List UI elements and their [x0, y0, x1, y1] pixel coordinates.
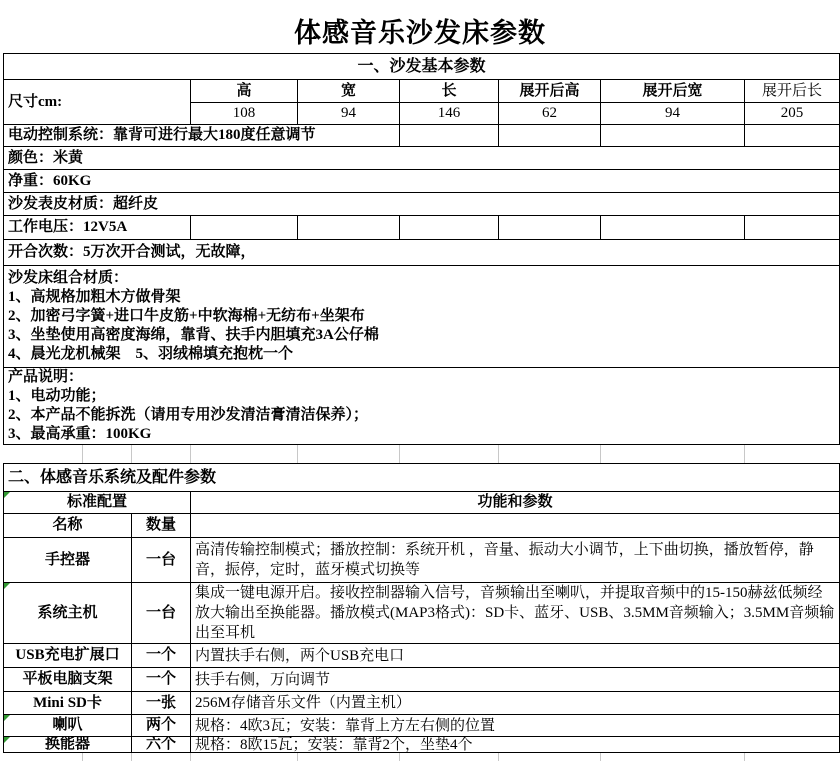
accessory-row — [4, 715, 839, 737]
qty-header-cell[interactable]: 数量 — [132, 514, 191, 537]
accessory-qty[interactable]: 一台 — [132, 538, 191, 582]
grid-spacer — [3, 445, 838, 463]
grid-line — [744, 753, 745, 761]
section2-header-cell[interactable]: 二、体感音乐系统及配件参数 — [8, 469, 217, 486]
accessory-name-label: 换能器 — [44, 737, 90, 752]
open-close-cycles-row — [4, 240, 839, 266]
grid-line — [399, 753, 400, 761]
accessory-name[interactable]: USB充电扩展口 — [4, 644, 132, 667]
accessory-qty[interactable]: 一个 — [132, 668, 191, 691]
grid-line — [600, 445, 601, 463]
accessory-desc[interactable]: 集成一键电源开启。接收控制器输入信号，音频输出至喇叭，并提取音频中的15-150赫兹低频经放大输出至换能器。播放模式(MAP3格式)：SD卡、蓝牙、USB、3.5MM音频输入；3.5MM音频输出至耳机 — [195, 585, 835, 641]
accessory-row — [4, 644, 839, 668]
dim-value[interactable]: 108 — [191, 103, 298, 124]
params-header-cell[interactable]: 功能和参数 — [477, 494, 553, 510]
net-weight-row — [4, 170, 839, 193]
dimensions-row — [4, 80, 839, 125]
error-indicator-icon — [4, 715, 10, 721]
accessory-row — [4, 583, 839, 644]
empty-cell[interactable] — [499, 125, 601, 146]
standard-config-cell[interactable] — [4, 492, 191, 513]
accessory-row — [4, 737, 839, 753]
section2-header-row — [4, 464, 839, 492]
control-system-cell[interactable]: 电动控制系统：靠背可进行最大180度任意调节 — [4, 125, 400, 146]
dim-value[interactable]: 205 — [780, 105, 804, 121]
grid-line — [600, 753, 601, 761]
accessory-row — [4, 538, 839, 583]
accessory-row — [4, 692, 839, 715]
materials-line: 4、晨光龙机械架 5、羽绒棉填充抱枕一个 — [8, 346, 294, 362]
color-row — [4, 147, 839, 170]
page-title: 体感音乐沙发床参数 — [294, 18, 546, 48]
accessory-name-label: 喇叭 — [52, 717, 83, 733]
grid-line — [297, 445, 298, 463]
voltage-row — [4, 216, 839, 240]
dim-col-header[interactable]: 高 — [191, 80, 298, 102]
name-qty-header-row — [4, 514, 839, 538]
name-header-cell[interactable]: 名称 — [4, 514, 132, 537]
error-indicator-icon — [4, 583, 10, 589]
accessory-qty[interactable]: 两个 — [132, 715, 191, 736]
grid-line — [399, 445, 400, 463]
accessory-desc[interactable]: 扶手右侧，万向调节 — [195, 671, 331, 688]
error-indicator-icon — [4, 492, 10, 498]
materials-line: 1、高规格加粗木方做骨架 — [8, 289, 181, 305]
accessory-desc[interactable]: 内置扶手右侧，两个USB充电口 — [195, 647, 405, 664]
materials-line: 3、坐垫使用高密度海绵，靠背、扶手内胆填充3A公仔棉 — [8, 327, 379, 343]
grid-line — [190, 753, 191, 761]
grid-line — [498, 753, 499, 761]
empty-cell[interactable] — [601, 216, 745, 239]
surface-material-row — [4, 193, 839, 216]
product-notes-cell[interactable] — [4, 368, 839, 444]
accessory-name[interactable]: 手控器 — [4, 538, 132, 582]
dim-col-header[interactable]: 展开后高 — [499, 80, 601, 102]
accessory-name[interactable]: Mini SD卡 — [4, 692, 132, 714]
empty-cell[interactable] — [400, 216, 499, 239]
dim-col-header[interactable]: 展开后长 — [761, 82, 822, 99]
grid-line — [82, 445, 83, 463]
surface-material-cell[interactable]: 沙发表皮材质：超纤皮 — [8, 195, 159, 212]
accessory-name[interactable]: 平板电脑支架 — [4, 668, 132, 691]
accessory-desc[interactable]: 规格：8欧15瓦；安装：靠背2个，坐垫4个 — [195, 737, 473, 752]
notes-line: 2、本产品不能拆洗（请用专用沙发清洁膏清洁保养）； — [8, 407, 369, 423]
empty-cell[interactable] — [298, 216, 400, 239]
accessory-desc[interactable]: 256M存储音乐文件（内置主机） — [195, 695, 411, 711]
dimensions-label-cell[interactable]: 尺寸cm: — [4, 80, 191, 124]
materials-block-cell[interactable] — [4, 266, 839, 367]
accessory-name[interactable] — [4, 737, 132, 752]
config-header-row — [4, 492, 839, 514]
accessory-qty[interactable]: 一张 — [132, 692, 191, 714]
empty-cell[interactable] — [400, 125, 499, 146]
accessory-qty[interactable]: 六个 — [132, 737, 191, 752]
accessory-name[interactable] — [4, 583, 132, 643]
materials-line: 2、加密弓字簧+进口牛皮筋+中软海棉+无纺布+坐架布 — [8, 308, 365, 324]
notes-line: 3、最高承重：100KG — [8, 426, 152, 442]
color-cell[interactable]: 颜色：米黄 — [8, 149, 84, 166]
accessory-name-label: 系统主机 — [37, 604, 98, 621]
grid-spacer — [3, 753, 838, 761]
empty-cell[interactable] — [745, 125, 839, 146]
dim-value[interactable]: 94 — [298, 103, 400, 124]
dim-value[interactable]: 146 — [400, 103, 499, 124]
accessory-desc[interactable]: 高清传输控制模式；播放控制：系统开机 ，音量、振动大小调节，上下曲切换，播放暂停，静音，振停，定时，蓝牙模式切换等 — [195, 542, 814, 578]
dim-col-header[interactable]: 展开后宽 — [601, 80, 745, 102]
dimension-header-subrow — [191, 80, 839, 103]
dimensions-grid — [191, 80, 839, 124]
accessory-qty[interactable]: 一台 — [132, 583, 191, 643]
table-music-system — [3, 463, 840, 753]
notes-line: 产品说明： — [8, 369, 84, 385]
grid-line — [498, 445, 499, 463]
empty-cell[interactable] — [601, 125, 745, 146]
grid-line — [297, 753, 298, 761]
accessory-name[interactable] — [4, 715, 132, 736]
dimension-value-subrow — [191, 103, 839, 124]
accessory-desc[interactable]: 规格：4欧3瓦；安装：靠背上方左右侧的位置 — [195, 717, 496, 734]
empty-cell[interactable] — [745, 216, 839, 239]
empty-cell[interactable] — [191, 216, 298, 239]
notes-line: 1、电动功能； — [8, 388, 106, 404]
error-indicator-icon — [4, 737, 10, 743]
standard-config-label: 标准配置 — [66, 494, 127, 510]
section1-header-cell[interactable]: 一、沙发基本参数 — [357, 58, 486, 75]
grid-line — [82, 753, 83, 761]
empty-cell[interactable] — [499, 216, 601, 239]
section1-header-row — [4, 54, 839, 80]
grid-line — [744, 445, 745, 463]
net-weight-cell[interactable]: 净重：60KG — [8, 172, 92, 189]
grid-line — [190, 445, 191, 463]
dim-col-header[interactable]: 长 — [400, 80, 499, 102]
grid-line — [131, 445, 132, 463]
product-notes-row — [4, 368, 839, 445]
materials-block-row — [4, 266, 839, 368]
voltage-cell[interactable]: 工作电压：12V5A — [4, 216, 191, 239]
accessory-row — [4, 668, 839, 692]
open-close-cycles-cell[interactable]: 开合次数：5万次开合测试，无故障， — [8, 244, 256, 260]
materials-line: 沙发床组合材质： — [8, 270, 129, 286]
dim-value[interactable]: 62 — [499, 103, 601, 124]
accessory-qty[interactable]: 一个 — [132, 644, 191, 667]
dim-col-header[interactable]: 宽 — [298, 80, 400, 102]
empty-cell[interactable] — [191, 514, 839, 537]
dim-value[interactable]: 94 — [601, 103, 745, 124]
grid-line — [131, 753, 132, 761]
control-system-row — [4, 125, 839, 147]
table-basic-params — [3, 53, 840, 445]
